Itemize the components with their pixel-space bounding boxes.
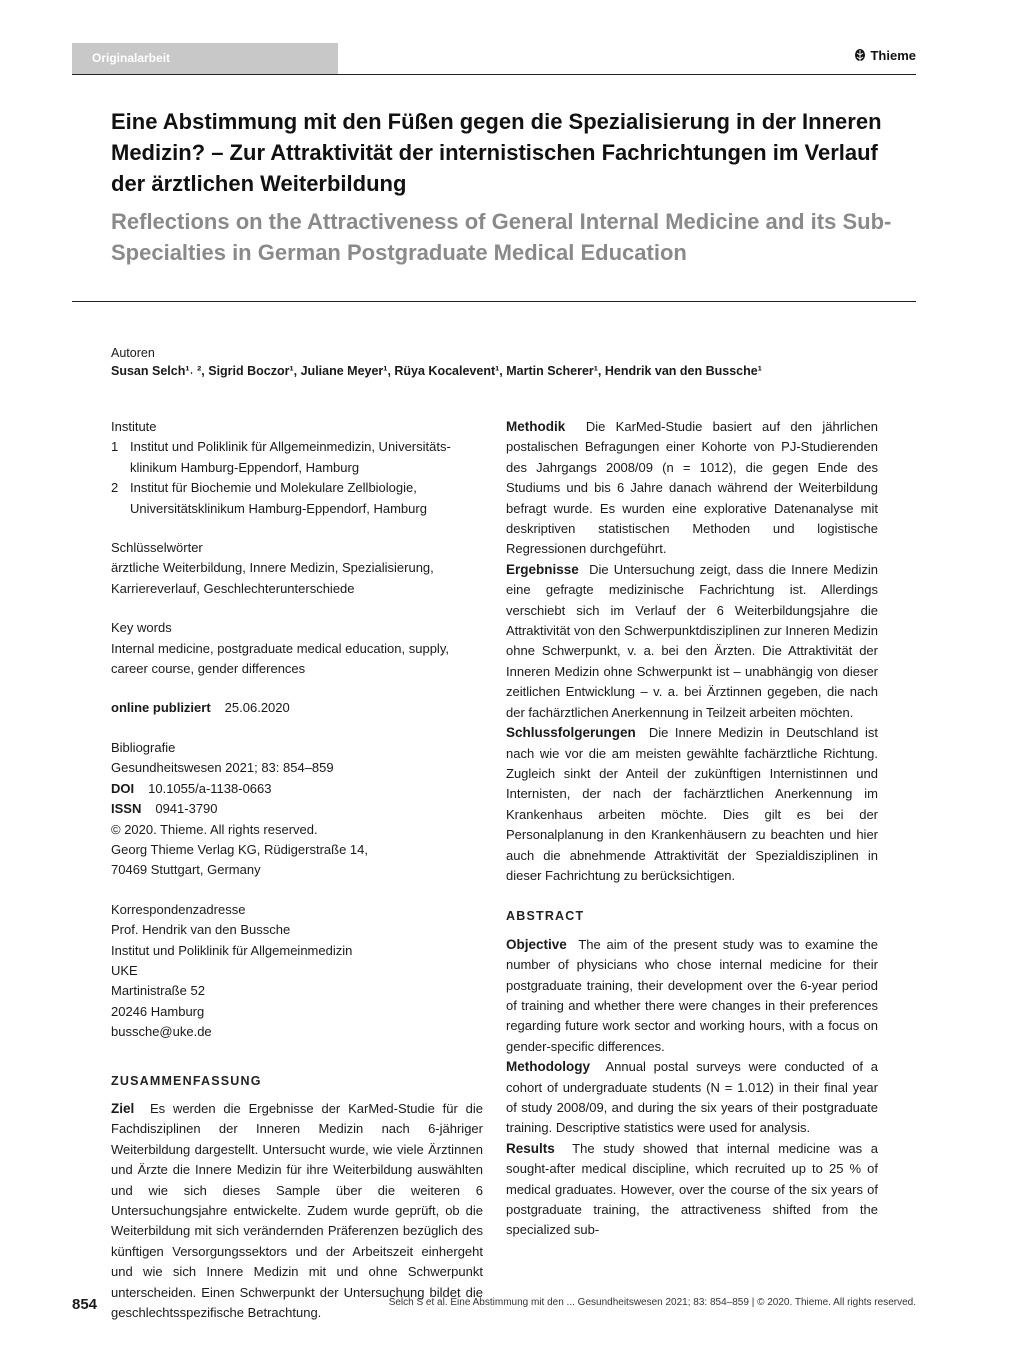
author-list: Susan Selch¹˒ ², Sigrid Boczor¹, Juliane Meyer¹, Rüya Kocalevent¹, Martin Scherer¹, Hendrik van den Bussche¹ [111, 364, 762, 378]
thieme-leaf-icon [854, 49, 866, 62]
methodology-text: Annual postal surveys were conducted of a cohort of undergraduate students (N = 1.012) in their final year of study 2008/09, and during the six years of their postgraduate training. Descriptive statistics were used for analysis. [506, 1059, 878, 1136]
objective-paragraph [506, 935, 878, 1057]
footer-citation: Selch S et al. Eine Abstimmung mit den ... Gesundheitswesen 2021; 83: 854–859 | © 2020. Thieme. All rights reserved. [388, 1297, 916, 1308]
methodology-paragraph [506, 1057, 878, 1139]
abstract-heading: ABSTRACT [506, 909, 585, 924]
online-published [111, 698, 483, 718]
online-label: online publiziert [111, 700, 211, 716]
zusammenfassung-heading: ZUSAMMENFASSUNG [111, 1073, 262, 1088]
keywords-de-text: ärztliche Weiterbildung, Innere Medizin, Spezialisierung, Karriereverlauf, Geschlechterunterschiede [111, 560, 434, 596]
keywords-en-label: Key words [111, 620, 172, 636]
institute-number: 1 [111, 439, 119, 455]
institute-text: Institut für Biochemie und Molekulare Zellbiologie, Universitätsklinikum Hamburg-Eppendorf, Hamburg [130, 480, 427, 516]
correspondence-email[interactable]: bussche@uke.de [111, 1024, 212, 1040]
bibliography-journal: Gesundheitswesen 2021; 83: 854–859 [111, 760, 334, 776]
right-column [506, 417, 878, 1241]
issn-value: 0941-3790 [155, 801, 218, 817]
doi-line [111, 779, 483, 799]
category-tab [72, 43, 338, 74]
correspondence-line: Institut und Poliklinik für Allgemeinmedizin [111, 942, 353, 958]
results-label: Results [506, 1140, 555, 1156]
schluss-text: Die Innere Medizin in Deutschland ist nach wie vor die am meisten gewählte fachärztliche Richtung. Zugleich sinkt der Anteil der zukünftigen Internistinnen und Internisten, der nach der fachärztlichen Anerkennung im Krankenhaus arbeiten möchte. Dies gilt es bei der Personalplanung in den Krankenhäusern zu beachten und hier auch die abnehmende Attraktivität der Spezialdisziplinen in dieser Fachrichtung zu berücksichtigen. [506, 725, 878, 883]
institute-item [111, 478, 483, 519]
methodology-label: Methodology [506, 1059, 590, 1075]
publisher-address-2: 70469 Stuttgart, Germany [111, 862, 261, 878]
ziel-label: Ziel [111, 1100, 135, 1116]
page-number: 854 [72, 1296, 98, 1313]
ziel-text: Es werden die Ergebnisse der KarMed-Studie für die Fachdisziplinen der Inneren Medizin nach 6-jähriger Weiterbildung dargestellt. Untersucht wurde, wie viele Ärztinnen und Ärzte die Innere Medizin für ihre Weiterbildung auswählten und wie sich dieses Sample über die weiteren 6 Untersuchungsjahre entwickelte. Zudem wurde geprüft, ob die Weiterbildung mit sich verändernden Präferenzen bezüglich des künftigen Versorgungssektors und der Arbeitszeit einhergeht und wie sich Innere Medizin mit und ohne Schwerpunkt unterscheiden. Einen Schwerpunkt der Untersuchung bildet die geschlechtsspezifische Betrachtung. [111, 1100, 483, 1321]
correspondence-line: 20246 Hamburg [111, 1003, 205, 1019]
publisher-logo [854, 48, 916, 63]
correspondence-line: UKE [111, 962, 138, 978]
left-column [111, 417, 483, 1323]
schluss-label: Schlussfolgerungen [506, 725, 636, 741]
ergebnisse-text: Die Untersuchung zeigt, dass die Innere Medizin eine gefragte medizinische Fachrichtung ist. Allerdings verschiebt sich im Verlauf der 6 Weiterbildungsjahre die Attraktivität von den Schwerpunktdisziplinen zur Inneren Medizin ohne Schwerpunkt, v. a. bei den Ärzten. Die Attraktivität der Inneren Medizin ohne Schwerpunkt ist – unabhängig von dieser zeitlichen Entwicklung – v. a. bei Ärztinnen gegeben, die nach der fachärztlichen Anerkennung in Teilzeit arbeiten möchten. [506, 561, 878, 720]
results-text: The study showed that internal medicine was a sought-after medical discipline, which recruited up to 25 % of medical graduates. However, over the course of the six years of postgraduate training, the attractiveness shifted from the specialized sub- [506, 1140, 878, 1238]
category-label: Originalarbeit [92, 51, 171, 65]
keywords-de-label: Schlüsselwörter [111, 540, 203, 556]
title-divider [72, 301, 916, 302]
correspondence-label: Korrespondenzadresse [111, 901, 246, 917]
doi-value[interactable]: 10.1055/a-1138-0663 [148, 780, 272, 796]
objective-text: The aim of the present study was to examine the number of physicians who chose internal medicine for their postgraduate training, their development over the 6-year period of training and whether there were changes in their preferences regarding future work sector and working hours, with a focus on gender-specific differences. [506, 936, 878, 1054]
online-date: 25.06.2020 [224, 700, 290, 716]
issn-line [111, 799, 483, 819]
doi-label: DOI [111, 780, 135, 796]
header-divider [72, 74, 916, 75]
bibliography-label: Bibliografie [111, 739, 176, 755]
issn-label: ISSN [111, 801, 142, 817]
methodik-text: Die KarMed-Studie basiert auf den jährlichen postalischen Befragungen einer Kohorte von PJ-Studierenden des Jahrgangs 2008/09 (n = 1012), die gegen Ende des Studiums und bis 6 Jahre danach während der Weiterbildung befragt wurde. Es wurden eine explorative Datenanalyse mit deskriptiven statistischen Methoden und logistische Regressionen durchgeführt. [506, 419, 878, 557]
institutes-label: Institute [111, 419, 157, 434]
authors-label: Autoren [111, 346, 155, 360]
institute-text: Institut und Poliklinik für Allgemeinmedizin, Universitäts-klinikum Hamburg-Eppendorf, Hamburg [130, 439, 451, 475]
results-paragraph [506, 1139, 878, 1241]
title-german: Eine Abstimmung mit den Füßen gegen die Spezialisierung in der Inneren Medizin? – Zur Attraktivität der internistischen Fachrichtungen im Verlauf der ärztlichen Weiterbildung [111, 109, 882, 196]
title-english: Reflections on the Attractiveness of General Internal Medicine and its Sub-Specialties in German Postgraduate Medical Education [111, 209, 892, 265]
institute-number: 2 [111, 480, 119, 496]
objective-label: Objective [506, 936, 567, 952]
ergebnisse-label: Ergebnisse [506, 561, 579, 577]
correspondence-line: Martinistraße 52 [111, 983, 205, 999]
keywords-en-text: Internal medicine, postgraduate medical education, supply, career course, gender differences [111, 640, 449, 677]
copyright: © 2020. Thieme. All rights reserved. [111, 821, 318, 837]
institute-item [111, 437, 483, 478]
ergebnisse-paragraph [506, 560, 878, 723]
correspondence-line: Prof. Hendrik van den Bussche [111, 922, 291, 938]
methodik-paragraph [506, 417, 878, 560]
publisher-address-1: Georg Thieme Verlag KG, Rüdigerstraße 14, [111, 841, 368, 857]
publisher-name: Thieme [870, 48, 916, 63]
ziel-paragraph [111, 1099, 483, 1323]
methodik-label: Methodik [506, 419, 566, 434]
schluss-paragraph [506, 723, 878, 886]
